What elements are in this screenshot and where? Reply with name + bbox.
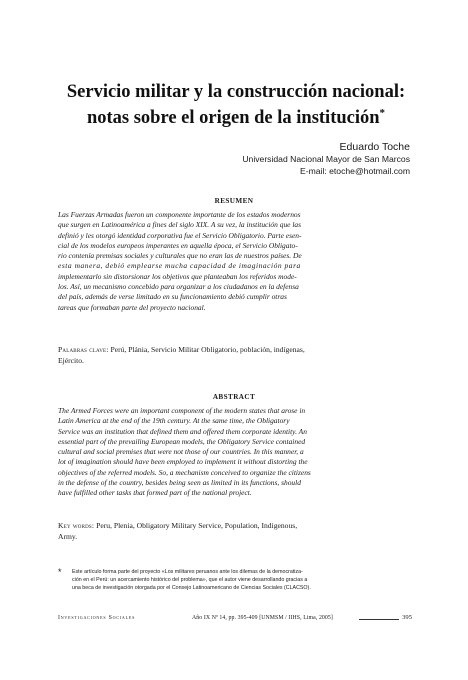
abstract-keywords-text: Peru, Plenia, Obligatory Military Service, Population, Indigenous,	[96, 521, 298, 530]
author-email: E-mail: etoche@hotmail.com	[300, 165, 410, 176]
abstract-keywords-line-2: Army.	[58, 532, 78, 541]
abstract-line: lot of imagination should have been employed to implement it without distorting the	[58, 457, 308, 467]
author-name: Eduardo Toche	[339, 141, 410, 153]
resumen-line: cial de los modelos europeos imperantes en aquella época, el Servicio Obligato-	[58, 240, 298, 250]
abstract-heading: ABSTRACT	[212, 393, 256, 401]
resumen-line: rio contenía premisas sociales y culturales que no eran las de nuestros países. De	[58, 251, 302, 261]
title-line-1: Servicio militar y la construcción nacional:	[66, 82, 406, 102]
abstract-line: essential part of the prevailing European models, the Obligatory Service contained	[58, 436, 306, 446]
title-line-2	[50, 103, 422, 129]
resumen-keywords	[58, 344, 410, 366]
journal-name: Investigaciones Sociales	[58, 615, 136, 621]
title-footnote-marker: *	[379, 107, 386, 119]
resumen-keywords-text: Perú, Plánia, Servicio Militar Obligatorio, población, indígenas,	[110, 345, 305, 354]
author-block	[242, 140, 410, 177]
page-number: 395	[402, 614, 412, 621]
abstract-line: Latin America at the end of the 19th century. At the same time, the Obligatory	[58, 416, 290, 426]
abstract-keywords	[58, 520, 410, 542]
abstract-line: objectives of the referred models. So, a mechanism conceived to organize the citizens	[58, 467, 311, 477]
abstract-keywords-line-1	[58, 520, 410, 531]
title-line-2-text: notas sobre el origen de la institución	[86, 108, 380, 129]
abstract-line: cultural and social premises that were not those of our countries. In this manner, a	[58, 447, 304, 457]
journal-citation: Año IX Nº 14, pp. 395-409 [UNMSM / IIHS, Lima, 2005]	[192, 615, 333, 621]
resumen-line: Las Fuerzas Armadas fueron un componente importante de los estados modernos	[58, 210, 301, 219]
author-affiliation: Universidad Nacional Mayor de San Marcos	[242, 154, 410, 164]
resumen-keywords-line-2: Ejército.	[58, 356, 84, 365]
abstract-keywords-label: Key words:	[58, 521, 95, 530]
footnote-marker: *	[58, 567, 62, 577]
footnote	[58, 568, 410, 593]
footnote-line: una beca de investigación otorgada por el Consejo Latinoamericano de Ciencias Sociales (CLACSO).	[72, 585, 311, 592]
resumen-line: tareas que formaban parte del proyecto nacional.	[58, 302, 206, 312]
abstract-body	[58, 406, 410, 499]
article-title	[50, 82, 422, 129]
resumen-body	[58, 210, 410, 313]
resumen-keywords-line-1	[58, 344, 410, 355]
footer-rule	[359, 619, 399, 620]
resumen-line: del país, además de verse limitado en su funcionamiento debió cumplir otras	[58, 292, 287, 302]
abstract-line: in the defense of the country, besides being seen as limited in its functions, should	[58, 478, 301, 488]
footnote-line: Este artículo forma parte del proyecto «Los militares peruanos ante los dilemas de la democratiza-	[72, 569, 303, 575]
resumen-line: los. Así, un mecanismo concebido para organizar a los ciudadanos en la defensa	[58, 282, 299, 292]
footnote-line: ción en el Perú: un acercamiento histórico del problema», que el autor viene desarrollando gracias a	[72, 577, 308, 584]
abstract-line: The Armed Forces were an important component of the modern states that arose in	[58, 406, 306, 415]
resumen-line: definió y les otorgó identidad corporativa fue el Servicio Obligatorio. Parte esen-	[58, 230, 302, 240]
resumen-keywords-label: Palabras clave:	[58, 345, 109, 354]
resumen-line: implementarlo sin distorsionar los objetivos que planteaban los referidos mode-	[58, 271, 297, 281]
resumen-line: esta manera, debió emplearse mucha capacidad de imaginación para	[58, 261, 301, 271]
footnote-text	[72, 568, 410, 593]
abstract-line: have fulfilled other tasks that formed part of the national project.	[58, 488, 252, 498]
running-footer	[58, 612, 412, 624]
resumen-line: que surgen en Latinoamérica a fines del siglo XIX. A su vez, la institución que las	[58, 220, 302, 230]
abstract-line: Service was an institution that defined them and offered them corporate identity. An	[58, 426, 307, 436]
resumen-heading: RESUMEN	[214, 197, 254, 205]
